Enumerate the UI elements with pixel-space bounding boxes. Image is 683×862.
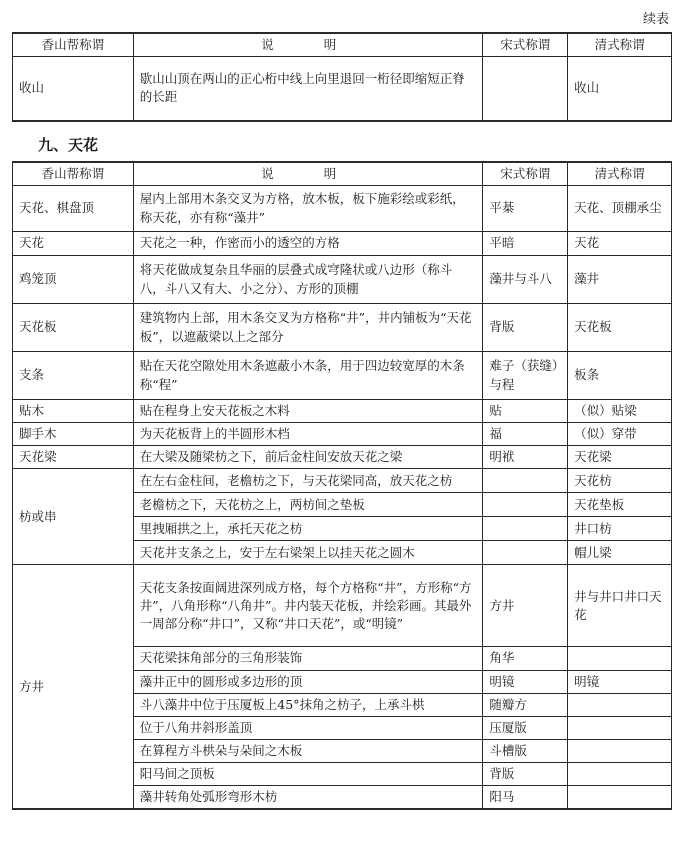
cell-qing: 井与井口井口天花	[568, 565, 672, 647]
cell-song	[483, 541, 568, 565]
table-tianhua	[12, 161, 672, 810]
cell-desc: 将天花做成复杂且华丽的层叠式成穹隆状或八边形（称斗八，斗八又有大、小之分）、方形的顶棚	[133, 256, 483, 304]
table-row	[13, 256, 672, 304]
cell-song	[483, 493, 568, 517]
cell-desc: 贴在天花空隙处用木条遮蔽小木条，用于四边较宽厚的木条称“程”	[133, 352, 483, 400]
table-row	[13, 400, 672, 423]
table-row	[13, 57, 672, 121]
cell-song: 平暗	[483, 232, 568, 256]
cell-name: 脚手木	[13, 423, 134, 446]
cell-song: 随瓣方	[483, 693, 568, 716]
cell-qing: 天花垫板	[568, 493, 672, 517]
cell-song: 压厦版	[483, 716, 568, 739]
cell-desc: 贴在程身上安天花板之木料	[133, 400, 483, 423]
cell-qing: 天花、顶棚承尘	[568, 186, 672, 232]
cell-name: 贴木	[13, 400, 134, 423]
cell-qing: （似）贴梁	[568, 400, 672, 423]
cell-song: 背版	[483, 304, 568, 352]
cell-qing: 帽儿梁	[568, 541, 672, 565]
cell-qing: 天花梁	[568, 446, 672, 469]
cell-desc: 歇山山顶在两山的正心桁中线上向里退回一桁径即缩短正脊的长距	[133, 57, 483, 121]
cell-song: 明袱	[483, 446, 568, 469]
cell-name: 天花、棋盘顶	[13, 186, 134, 232]
cell-qing: 天花板	[568, 304, 672, 352]
table-continued	[12, 32, 672, 122]
header-qing: 清式称谓	[568, 162, 672, 186]
cell-song: 方井	[483, 565, 568, 647]
cell-name: 方井	[13, 565, 134, 809]
cell-qing: 天花	[568, 232, 672, 256]
header-desc: 说 明	[133, 33, 483, 57]
cell-qing: 天花枋	[568, 469, 672, 493]
cell-qing	[568, 763, 672, 786]
cell-desc: 老檐枋之下，天花枋之上，两枋间之垫板	[133, 493, 483, 517]
continued-label: 续表	[642, 12, 669, 27]
cell-name: 收山	[13, 57, 134, 121]
cell-song: 平棊	[483, 186, 568, 232]
cell-desc: 里拽厢拱之上，承托天花之枋	[133, 517, 483, 541]
table-row	[13, 446, 672, 469]
cell-qing: 收山	[568, 57, 672, 121]
cell-song: 角华	[483, 647, 568, 670]
cell-song	[483, 57, 568, 121]
cell-song: 藻井与斗八	[483, 256, 568, 304]
cell-song: 斗槽版	[483, 739, 568, 762]
header-song: 宋式称谓	[483, 162, 568, 186]
header-desc: 说 明	[133, 162, 483, 186]
table-row	[13, 423, 672, 446]
cell-qing	[568, 716, 672, 739]
cell-desc: 斗八藻井中位于压厦板上45°抹角之枋子，上承斗栱	[133, 693, 483, 716]
header-qing: 清式称谓	[568, 33, 672, 57]
header-xiangshan: 香山帮称谓	[13, 162, 134, 186]
cell-song: 难子（获缝）与程	[483, 352, 568, 400]
table-header-row	[13, 162, 672, 186]
cell-song: 福	[483, 423, 568, 446]
cell-qing: 明镜	[568, 670, 672, 693]
cell-desc: 天花井支条之上，安于左右梁架上以挂天花之圆木	[133, 541, 483, 565]
cell-qing: （似）穿带	[568, 423, 672, 446]
cell-desc: 屋内上部用木条交叉为方格，放木板，板下施彩绘或彩纸，称天花，亦有称“藻井”	[133, 186, 483, 232]
cell-desc: 位于八角井斜形盖顶	[133, 716, 483, 739]
cell-song: 背版	[483, 763, 568, 786]
cell-qing	[568, 693, 672, 716]
cell-song: 贴	[483, 400, 568, 423]
cell-name: 枋或串	[13, 469, 134, 565]
cell-qing	[568, 647, 672, 670]
table-header-row	[13, 33, 672, 57]
cell-qing: 藻井	[568, 256, 672, 304]
table-row	[13, 186, 672, 232]
cell-song: 阳马	[483, 786, 568, 810]
cell-qing: 板条	[568, 352, 672, 400]
header-song: 宋式称谓	[483, 33, 568, 57]
cell-desc: 在算程方斗栱朵与朵间之木板	[133, 739, 483, 762]
table-row	[13, 304, 672, 352]
cell-desc: 藻井转角处弧形弯形木枋	[133, 786, 483, 810]
cell-qing	[568, 739, 672, 762]
cell-desc: 阳马间之顶板	[133, 763, 483, 786]
cell-desc: 天花支条按面阔进深列成方格，每个方格称“井”，方形称“方井”，八角形称“八角井”。井内装天花板，并绘彩画。其最外一周部分称“井口”，又称“井口天花”，或“明镜”	[133, 565, 483, 647]
cell-qing	[568, 786, 672, 810]
cell-name: 支条	[13, 352, 134, 400]
section-title: 九、天花	[38, 136, 99, 154]
table-row	[13, 352, 672, 400]
cell-desc: 建筑物内上部，用木条交叉为方格称“井”，井内铺板为“天花板”，以遮蔽梁以上之部分	[133, 304, 483, 352]
cell-song	[483, 469, 568, 493]
cell-desc: 在大梁及随梁枋之下，前后金柱间安放天花之梁	[133, 446, 483, 469]
cell-name: 天花	[13, 232, 134, 256]
cell-name: 鸡笼顶	[13, 256, 134, 304]
cell-desc: 在左右金柱间，老檐枋之下，与天花梁同高，放天花之枋	[133, 469, 483, 493]
cell-song: 明镜	[483, 670, 568, 693]
table-row	[13, 232, 672, 256]
cell-name: 天花梁	[13, 446, 134, 469]
cell-desc: 天花梁抹角部分的三角形装饰	[133, 647, 483, 670]
cell-desc: 天花之一种，作密而小的透空的方格	[133, 232, 483, 256]
cell-song	[483, 517, 568, 541]
cell-name: 天花板	[13, 304, 134, 352]
table-row	[13, 565, 672, 647]
table-row	[13, 469, 672, 493]
cell-qing: 井口枋	[568, 517, 672, 541]
cell-desc: 藻井正中的圆形或多边形的顶	[133, 670, 483, 693]
cell-desc: 为天花板背上的半圆形木档	[133, 423, 483, 446]
header-xiangshan: 香山帮称谓	[13, 33, 134, 57]
